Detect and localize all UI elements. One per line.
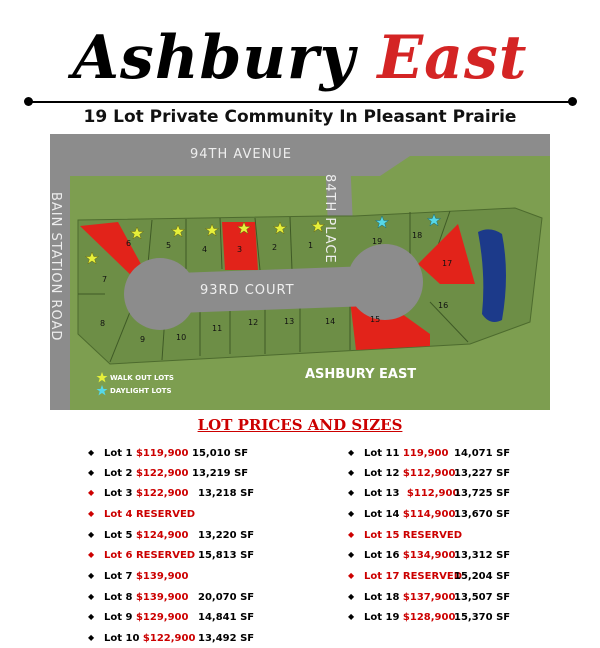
title-east: East bbox=[377, 23, 528, 93]
bullet-icon: ◆ bbox=[88, 468, 95, 477]
bullet-icon: ◆ bbox=[88, 571, 95, 580]
label-93rd-court: 93RD COURT bbox=[200, 283, 295, 298]
bullet-icon: ◆ bbox=[348, 488, 355, 497]
label-84th-place: 84TH PLACE bbox=[322, 174, 337, 264]
lot-number-19: 19 bbox=[372, 237, 383, 246]
bullet-icon: ◆ bbox=[88, 550, 95, 559]
bullet-icon: ◆ bbox=[88, 592, 95, 601]
bullet-icon: ◆ bbox=[348, 468, 355, 477]
subtitle: 19 Lot Private Community In Pleasant Prairie bbox=[83, 107, 517, 127]
lot-number-5: 5 bbox=[166, 241, 172, 250]
lot-number-6: 6 bbox=[126, 239, 132, 248]
lot-number-4: 4 bbox=[202, 245, 208, 254]
lot-number-15: 15 bbox=[370, 315, 381, 324]
lot-number-11: 11 bbox=[212, 324, 223, 333]
bullet-icon: ◆ bbox=[348, 571, 355, 580]
bullet-icon: ◆ bbox=[88, 530, 95, 539]
lot-number-12: 12 bbox=[248, 318, 259, 327]
label-94th-avenue: 94TH AVENUE bbox=[190, 147, 293, 162]
lot-number-2: 2 bbox=[272, 243, 278, 252]
lot-number-16: 16 bbox=[438, 301, 449, 310]
lot-list-right: ◆ Lot 11 119,900 14,071 SF ◆ Lot 12 $112,900 13,227 SF ◆ Lot 13 $112,900 13,725 SF ◆ Lot 14 $114,900 13,670 SF ◆ Lot 15 RESERVED ◆ Lot 16 $134,900 13,312 SF ◆ Lot 17 RESERVED 15,204 SF ◆ Lot 18 $137,900 13,507 SF ◆ Lot 19 $128,900 15,370 SF bbox=[348, 448, 511, 623]
bullet-icon: ◆ bbox=[348, 592, 355, 601]
lot-number-3: 3 bbox=[237, 245, 243, 254]
cul-de-sac-east bbox=[347, 244, 423, 320]
legend-walkout-label: WALK OUT LOTS bbox=[110, 374, 174, 382]
bullet-icon: ◆ bbox=[348, 509, 355, 518]
bullet-icon: ◆ bbox=[88, 612, 95, 621]
cul-de-sac-west bbox=[124, 258, 196, 330]
lot-number-14: 14 bbox=[325, 317, 336, 326]
lot-number-17: 17 bbox=[442, 259, 453, 268]
bullet-icon: ◆ bbox=[348, 612, 355, 621]
site-plan-map bbox=[50, 134, 550, 410]
development-label: ASHBURY EAST bbox=[305, 367, 417, 382]
legend-daylight-label: DAYLIGHT LOTS bbox=[110, 387, 172, 395]
lot-number-7: 7 bbox=[102, 275, 108, 284]
page-title bbox=[0, 18, 600, 98]
bullet-icon: ◆ bbox=[348, 448, 355, 457]
lot-number-13: 13 bbox=[284, 317, 295, 326]
bullet-icon: ◆ bbox=[348, 550, 355, 559]
title-divider bbox=[26, 101, 572, 103]
title-ashbury: Ashbury bbox=[72, 23, 356, 93]
bullet-icon: ◆ bbox=[88, 509, 95, 518]
lot-number-10: 10 bbox=[176, 333, 187, 342]
prices-heading: LOT PRICES AND SIZES bbox=[197, 416, 403, 434]
rule-right-dot bbox=[568, 97, 577, 106]
bullet-icon: ◆ bbox=[88, 633, 95, 642]
lot-number-18: 18 bbox=[412, 231, 423, 240]
bullet-icon: ◆ bbox=[88, 448, 95, 457]
label-bain-station-road: BAIN STATION ROAD bbox=[48, 192, 63, 342]
lot-number-9: 9 bbox=[140, 335, 146, 344]
lot-number-8: 8 bbox=[100, 319, 106, 328]
bullet-icon: ◆ bbox=[348, 530, 355, 539]
lot-list-left: ◆ Lot 1 $119,900 15,010 SF ◆ Lot 2 $122,900 13,219 SF ◆ Lot 3 $122,900 13,218 SF ◆ Lot 4 RESERVED ◆ Lot 5 $124,900 13,220 SF ◆ Lot 6 RESERVED 15,813 SF ◆ Lot 7 $139,900 ◆ Lot 8 $139,900 20,070 SF ◆ Lot 9 $129,900 14,841 SF ◆ Lot 10 $122,900 13,492 SF bbox=[88, 448, 255, 644]
lot-number-1: 1 bbox=[308, 241, 314, 250]
bullet-icon: ◆ bbox=[88, 488, 95, 497]
